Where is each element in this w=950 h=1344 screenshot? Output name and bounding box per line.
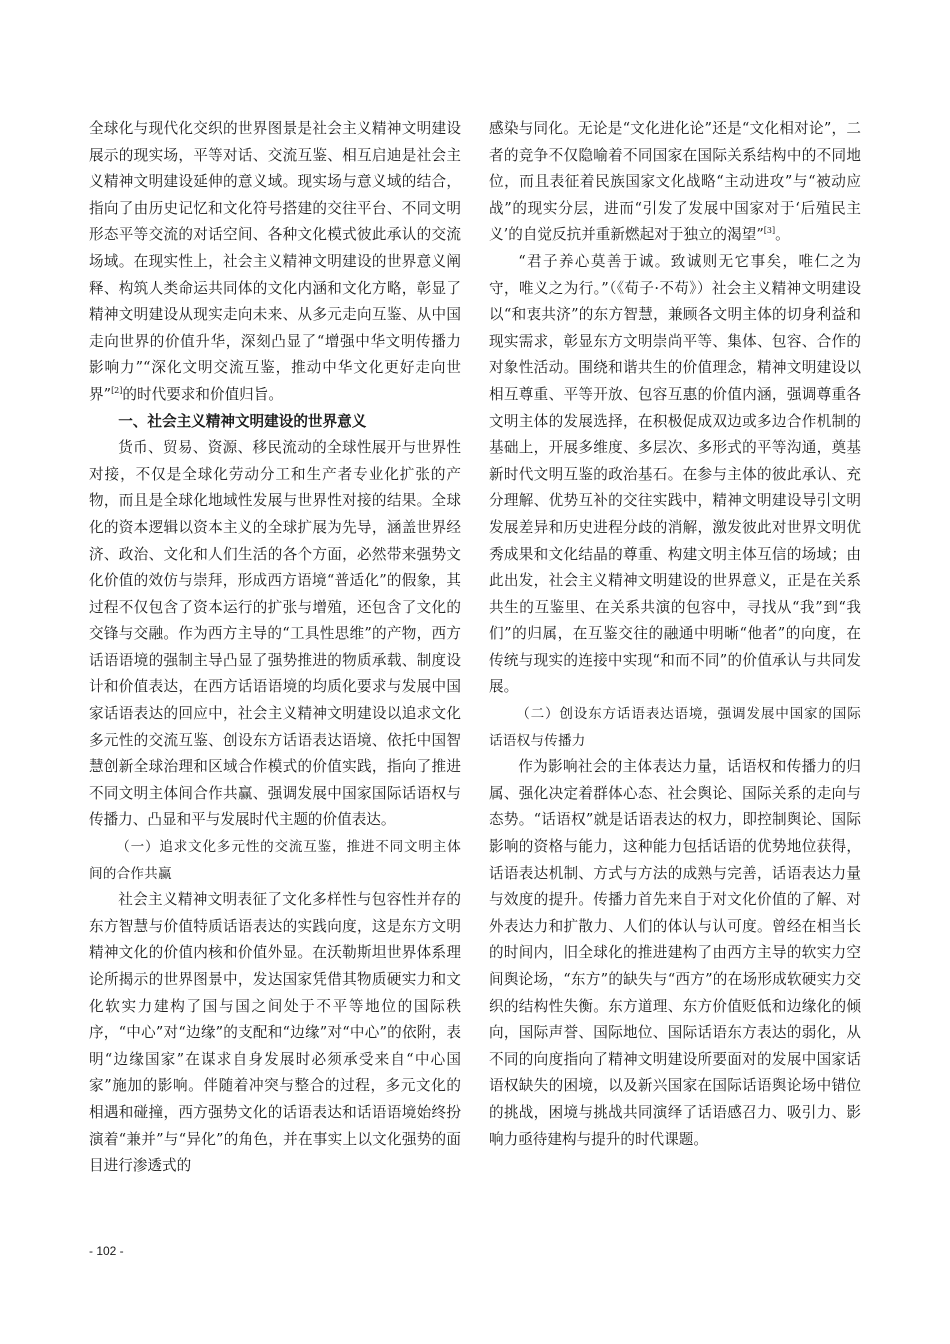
left-column xyxy=(89,116,461,1180)
paragraph: “君子养心莫善于诚。致诚则无它事矣，唯仁之为守，唯义之为行。”（《荀子·不苟》）社会主义精神文明建设以“和衷共济”的东方智慧，兼顾各文明主体的切身利益和现实需求，彰显东方文明崇尚平等、集体、包容、合作的对象性活动。围绕和谐共生的价值理念，精神文明建设以相互尊重、平等开放、包容互惠的价值内涵，强调尊重各文明主体的发展选择，在积极促成双边或多边合作机制的基础上，开展多维度、多层次、多形式的平等沟通，奠基新时代文明互鉴的政治基石。在参与主体的彼此承认、充分理解、优势互补的交往实践中，精神文明建设导引文明发展差异和历史进程分歧的消解，激发彼此对世界文明优秀成果和文化结晶的尊重、构建文明主体互信的场域；由此出发，社会主义精神文明建设的世界意义，正是在关系共生的互鉴里、在关系共演的包容中，寻找从“我”到“我们”的归属，在互鉴交往的融通中明晰“他者”的向度，在传统与现实的连接中实现“和而不同”的价值承认与共同发展。 xyxy=(489,252,861,696)
paragraph: 社会主义精神文明表征了文化多样性与包容性并存的东方智慧与价值特质话语表达的实践向度，这是东方文明精神文化的价值内核和价值外显。在沃勒斯坦世界体系理论所揭示的世界图景中，发达国家凭借其物质硬实力和文化软实力建构了国与国之间处于不平等地位的国际秩序，“中心”对“边缘”的支配和“边缘”对“中心”的依附，表明“边缘国家”在谋求自身发展时必须承受来自“中心国家”施加的影响。伴随着冲突与整合的过程，多元文化的相遇和碰撞，西方强势文化的话语表达和话语语境始终扮演着“兼并”与“异化”的角色，并在事实上以文化强势的面目进行渗透式的 xyxy=(89,891,461,1175)
citation-ref: [3] xyxy=(763,226,776,236)
paragraph: 感染与同化。无论是“文化进化论”还是“文化相对论”，二者的竞争不仅隐喻着不同国家在国际关系结构中的不同地位，而且表征着民族国家文化战略“主动进攻”与“被动应战”的现实分层，进而“引发了发展中国家对于‘后殖民主义’的自觉反抗并重新燃起对于独立的渴望”[3]。 xyxy=(489,120,861,244)
citation-ref: [2] xyxy=(111,386,123,396)
paragraph: 全球化与现代化交织的世界图景是社会主义精神文明建设展示的现实场，平等对话、交流互鉴、相互启迪是社会主义精神文明建设延伸的意义域。现实场与意义域的结合，指向了由历史记忆和文化符号搭建的交往平台、不同文明形态平等交流的对话空间、各种文化模式彼此承认的交流场域。在现实性上，社会主义精神文明建设的世界意义阐释、构筑人类命运共同体的文化内涵和文化方略，彰显了精神文明建设从现实走向未来、从多元走向互鉴、从中国走向世界的价值升华，深刻凸显了“增强中华文明传播力影响力”“深化文明交流互鉴，推动中华文化更好走向世界”[2]的时代要求和价值归旨。 xyxy=(89,120,461,403)
subsection-heading: （一）追求文化多元性的交流互鉴，推进不同文明主体间的合作共赢 xyxy=(89,839,461,882)
subsection-heading: （二）创设东方话语表达语境，强调发展中国家的国际话语权与传播力 xyxy=(489,706,861,749)
page-number: - 102 - xyxy=(89,1244,124,1258)
paragraph: 作为影响社会的主体表达力量，话语权和传播力的归属、强化决定着群体心态、社会舆论、国际关系的走向与态势。“话语权”就是话语表达的权力，即控制舆论、国际影响的资格与能力，这种能力包括话语的优势地位获得，话语表达机制、方式与方法的成熟与完善，话语表达力量与效度的提升。传播力首先来自于对文化价值的了解、对外表达力和扩散力、人们的体认与认可度。曾经在相当长的时间内，旧全球化的推进建构了由西方主导的软实力空间舆论场，“东方”的缺失与“西方”的在场形成软硬实力交织的结构性失衡。东方道理、东方价值贬低和边缘化的倾向，国际声誉、国际地位、国际话语东方表达的弱化，从不同的向度指向了精神文明建设所要面对的发展中国家话语权缺失的困境，以及新兴国家在国际话语舆论场中错位的挑战，困境与挑战共同演绎了话语感召力、吸引力、影响力亟待建构与提升的时代课题。 xyxy=(489,758,861,1148)
section-heading: 一、社会主义精神文明建设的世界意义 xyxy=(118,412,367,430)
right-column xyxy=(489,116,861,1153)
paragraph: 货币、贸易、资源、移民流动的全球性展开与世界性对接，不仅是全球化劳动分工和生产者专业化扩张的产物，而且是全球化地域性发展与世界性对接的结果。全球化的资本逻辑以资本主义的全球扩展为先导，涵盖世界经济、政治、文化和人们生活的各个方面，必然带来强势文化价值的效仿与崇拜，形成西方语境“普适化”的假象，其过程不仅包含了资本运行的扩张与增殖，还包含了文化的交锋与交融。作为西方主导的“工具性思维”的产物，西方话语语境的强制主导凸显了强势推进的物质承载、制度设计和价值表达，在西方话语语境的均质化要求与发展中国家话语表达的回应中，社会主义精神文明建设以追求文化多元性的交流互鉴、创设东方话语表达语境、依托中国智慧创新全球治理和区域合作模式的价值实践，指向了推进不同文明主体间合作共赢、强调发展中国家国际话语权与传播力、凸显和平与发展时代主题的价值表达。 xyxy=(89,439,461,829)
